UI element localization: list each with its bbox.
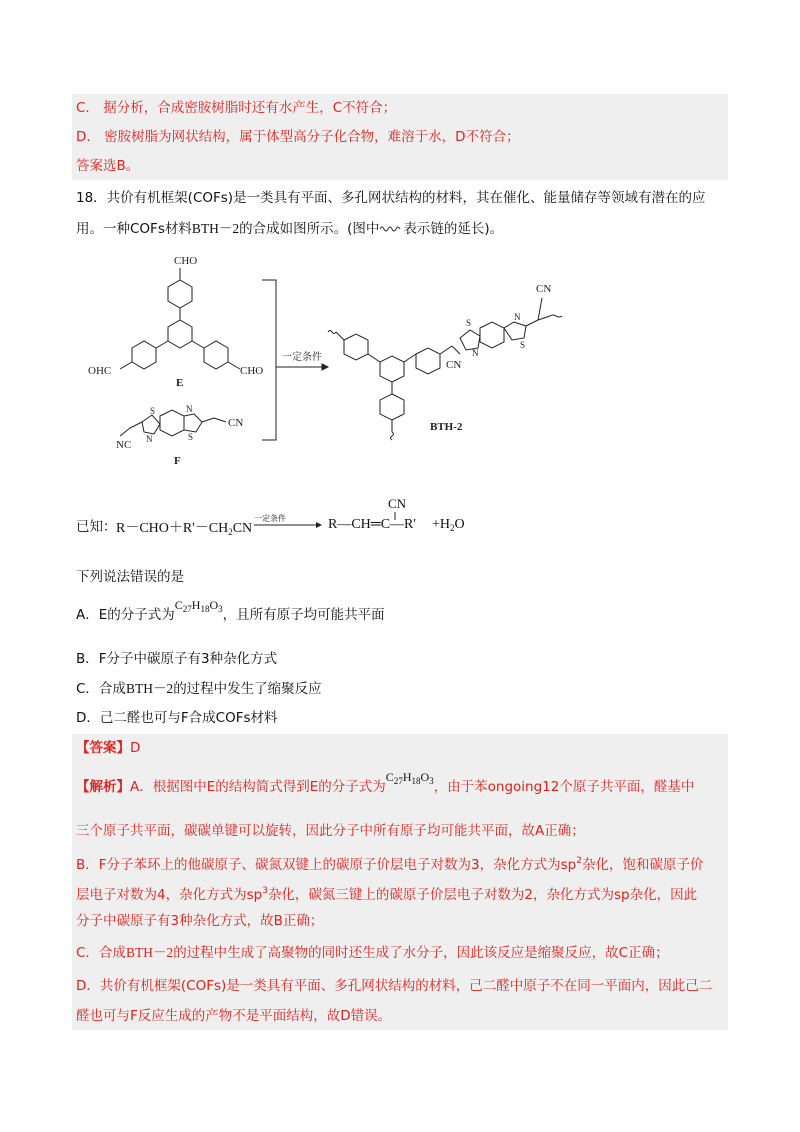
known-product: R—CH═C—R' xyxy=(328,517,416,532)
option-d: D．己二醛也可与F合成COFs材料 xyxy=(76,710,278,726)
label-bth2: BTH-2 xyxy=(430,421,463,433)
f-nc: NC xyxy=(116,439,132,451)
f-s2: S xyxy=(188,432,194,442)
f-n2: N xyxy=(146,434,153,444)
e-cho-right: CHO xyxy=(240,365,264,377)
known-reaction xyxy=(76,498,496,544)
bth-s1: S xyxy=(466,318,472,328)
analysis-formula: $C_{27}H_{18}O_3$ xyxy=(385,770,434,786)
bth-s2: S xyxy=(520,340,526,350)
bth-cn-lower: CN xyxy=(446,359,462,371)
prev-option-c: C. 据分析，合成密胺树脂时还有水产生，C不符合； xyxy=(76,100,397,116)
question-prompt: 下列说法错误的是 xyxy=(76,569,184,585)
prev-answer: 答案选B。 xyxy=(76,158,140,174)
known-arrow xyxy=(254,520,322,530)
f-n1: N xyxy=(186,404,193,414)
bth-n2: N xyxy=(514,312,521,322)
option-a: A．E的分子式为$C_{27}H_{18}O_3$，且所有原子均可能共平面 xyxy=(76,598,385,623)
label-e: E xyxy=(176,377,184,389)
option-a-formula: $C_{27}H_{18}O_3$ xyxy=(174,598,223,614)
analysis-a-line2: 三个原子共平面，碳碳单键可以旋转，因此分子中所有原子均可能共平面，故A正确； xyxy=(76,823,585,839)
reactant-bracket xyxy=(262,280,276,440)
f-cn: CN xyxy=(228,417,244,429)
e-ohc-left: OHC xyxy=(88,365,112,377)
analysis-d-line1: D．共价有机框架(COFs)是一类具有平面、多孔网状结构的材料，己二醛中原子不在同一平面内，因此己二 xyxy=(76,978,713,994)
scheme-condition: 一定条件 xyxy=(282,352,322,363)
f-s1: S xyxy=(150,406,156,416)
analysis-b-line2: 层电子对数为4，杂化方式为$sp^3$杂化，碳氮三键上的碳原子价层电子对数为2，杂化方式为sp杂化，因此 xyxy=(76,886,698,903)
bth-n1: N xyxy=(472,348,479,358)
question-stem-line1: 18．共价有机框架(COFs)是一类具有平面、多孔网状结构的材料，其在催化、能量储存等领域有潜在的应 xyxy=(76,190,706,206)
analysis-d-line2: 醛也可与F反应生成的产物不是平面结构，故D错误。 xyxy=(76,1008,392,1024)
label-f: F xyxy=(174,455,181,467)
molecule-e xyxy=(120,268,240,369)
e-cho-top: CHO xyxy=(174,255,198,267)
prev-option-d: D. 密胺树脂为网状结构，属于体型高分子化合物，难溶于水，D不符合； xyxy=(76,129,520,145)
option-c: C．合成BTH－2的过程中发生了缩聚反应 xyxy=(76,681,322,697)
known-condition: 一定条件 xyxy=(254,514,286,523)
molecule-f xyxy=(120,410,226,436)
bth-formula: BTH－2 xyxy=(191,221,240,236)
option-b: B．F分子中碳原子有3种杂化方式 xyxy=(76,651,278,667)
bth-cn-upper: CN xyxy=(536,283,552,295)
answer-line: 【答案】D xyxy=(76,740,141,756)
analysis-c-line: C．合成BTH－2的过程中生成了高聚物的同时还生成了水分子，因此该反应是缩聚反应，故C正确； xyxy=(76,945,669,961)
known-reactants: $R-CHO+R'-CH_2CN$ xyxy=(116,521,253,537)
analysis-b-line3: 分子中碳原子有3种杂化方式，故B正确； xyxy=(76,913,324,929)
known-prefix: 已知： xyxy=(76,519,117,535)
molecule-bth2 xyxy=(328,298,562,440)
known-water: $+H_2O$ xyxy=(432,517,465,533)
reaction-scheme xyxy=(80,250,600,475)
analysis-a-line1: 【解析】A．根据图中E的结构简式得到E的分子式为$C_{27}H_{18}O_3$，由于苯ongoing12个原子共平面，醛基中 xyxy=(76,770,695,795)
analysis-b-line1: B．F分子苯环上的他碳原子、碳氮双键上的碳原子价层电子对数为3，杂化方式为$sp^2$杂化，饱和碳原子价 xyxy=(76,856,704,873)
known-product-cn: CN xyxy=(388,496,407,511)
answer-value: D xyxy=(130,740,141,756)
question-stem-line2: 用。一种COFs材料BTH－2的合成如图所示。(图中 表示链的延长)。 xyxy=(76,221,504,237)
wavy-bond-icon xyxy=(379,224,403,234)
